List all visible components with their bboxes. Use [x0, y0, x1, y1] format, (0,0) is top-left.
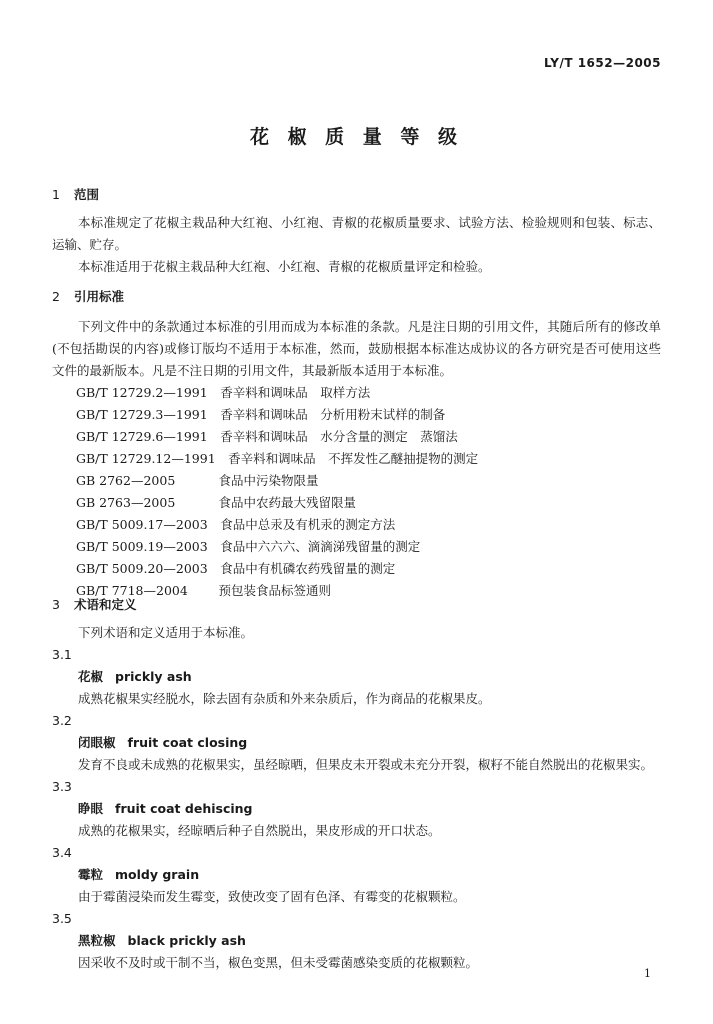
term-heading — [52, 930, 661, 952]
term-number: 3.1 — [52, 647, 72, 662]
term-heading — [52, 798, 661, 820]
term-definition: 成熟的花椒果实，经晾晒后种子自然脱出，果皮形成的开口状态。 — [78, 823, 441, 838]
reference-item — [76, 404, 661, 426]
reference-item — [76, 558, 661, 580]
reference-item — [76, 514, 661, 536]
reference-name: 香辛料和调味品 不挥发性乙醚抽提物的测定 — [228, 451, 479, 466]
section-number: 1 — [52, 187, 60, 202]
section-number: 3 — [52, 597, 60, 612]
term-heading — [52, 732, 661, 754]
section-1 — [52, 184, 661, 278]
reference-item — [76, 448, 661, 470]
reference-name: 食品中六六六、滴滴涕残留量的测定 — [220, 539, 421, 554]
reference-code: GB 2763—2005 — [76, 495, 176, 510]
term-definition: 由于霉菌浸染而发生霉变，致使改变了固有色泽、有霉变的花椒颗粒。 — [78, 889, 466, 904]
reference-name: 香辛料和调味品 水分含量的测定 蒸馏法 — [220, 429, 458, 444]
term-en: moldy grain — [115, 867, 200, 882]
section-title: 术语和定义 — [74, 597, 137, 612]
reference-item — [76, 492, 661, 514]
term-number: 3.4 — [52, 845, 72, 860]
section-heading — [52, 594, 661, 616]
section-heading — [52, 184, 661, 206]
term-cn: 黑粒椒 — [78, 933, 116, 948]
paragraph: 下列文件中的条款通过本标准的引用而成为本标准的条款。凡是注日期的引用文件，其随后所有的修改单(不包括勘误的内容)或修订版均不适用于本标准，然而，鼓励根据本标准达成协议的各方研究是否可使用这些文件的最新版本。凡是不注日期的引用文件，其最新版本适用于本标准。 — [52, 319, 661, 378]
reference-name: 香辛料和调味品 分析用粉末试样的制备 — [220, 407, 446, 422]
reference-code: GB/T 5009.17—2003 — [76, 517, 208, 532]
term-cn: 花椒 — [78, 669, 104, 684]
reference-code: GB/T 12729.2—1991 — [76, 385, 208, 400]
standard-code: LY/T 1652—2005 — [543, 56, 661, 70]
term-en: black prickly ash — [127, 933, 246, 948]
document-title: 花 椒 质 量 等 级 — [249, 126, 464, 148]
reference-list — [52, 382, 661, 602]
paragraph: 下列术语和定义适用于本标准。 — [78, 625, 254, 640]
term-cn: 霉粒 — [78, 867, 104, 882]
section-number: 2 — [52, 289, 60, 304]
reference-name: 食品中总汞及有机汞的测定方法 — [220, 517, 396, 532]
page-number: 1 — [644, 967, 651, 980]
term-number: 3.3 — [52, 779, 72, 794]
term-en: fruit coat dehiscing — [115, 801, 253, 816]
term-heading — [52, 864, 661, 886]
term-cn: 闭眼椒 — [78, 735, 116, 750]
section-3 — [52, 594, 661, 974]
paragraph: 本标准规定了花椒主栽品种大红袍、小红袍、青椒的花椒质量要求、试验方法、检验规则和包装、标志、运输、贮存。 — [52, 215, 661, 252]
section-2 — [52, 286, 661, 602]
reference-code: GB/T 12729.3—1991 — [76, 407, 208, 422]
reference-code: GB 2762—2005 — [76, 473, 176, 488]
reference-code: GB/T 12729.6—1991 — [76, 429, 208, 444]
term-definition: 发育不良或未成熟的花椒果实，虽经晾晒，但果皮未开裂或未充分开裂，椒籽不能自然脱出的花椒果实。 — [78, 757, 654, 772]
reference-code: GB/T 5009.19—2003 — [76, 539, 208, 554]
term-heading — [52, 666, 661, 688]
reference-code: GB/T 5009.20—2003 — [76, 561, 208, 576]
reference-code: GB/T 7718—2004 — [76, 583, 188, 598]
term-cn: 睁眼 — [78, 801, 104, 816]
reference-name: 食品中农药最大残留限量 — [218, 495, 357, 510]
reference-item — [76, 536, 661, 558]
section-title: 引用标准 — [74, 289, 125, 304]
section-heading — [52, 286, 661, 308]
term-definition: 成熟花椒果实经脱水，除去固有杂质和外来杂质后，作为商品的花椒果皮。 — [78, 691, 491, 706]
section-title: 范围 — [74, 187, 100, 202]
term-en: prickly ash — [115, 669, 192, 684]
paragraph: 本标准适用于花椒主栽品种大红袍、小红袍、青椒的花椒质量评定和检验。 — [78, 259, 491, 274]
term-en: fruit coat closing — [127, 735, 248, 750]
reference-code: GB/T 12729.12—1991 — [76, 451, 216, 466]
term-number: 3.2 — [52, 713, 72, 728]
term-definition: 因采收不及时或干制不当，椒色变黑，但未受霉菌感染变质的花椒颗粒。 — [78, 955, 479, 970]
reference-name: 食品中污染物限量 — [218, 473, 319, 488]
reference-item — [76, 426, 661, 448]
reference-name: 香辛料和调味品 取样方法 — [220, 385, 371, 400]
reference-name: 预包装食品标签通则 — [218, 583, 332, 598]
reference-item — [76, 382, 661, 404]
reference-item — [76, 470, 661, 492]
reference-name: 食品中有机磷农药残留量的测定 — [220, 561, 396, 576]
term-number: 3.5 — [52, 911, 72, 926]
